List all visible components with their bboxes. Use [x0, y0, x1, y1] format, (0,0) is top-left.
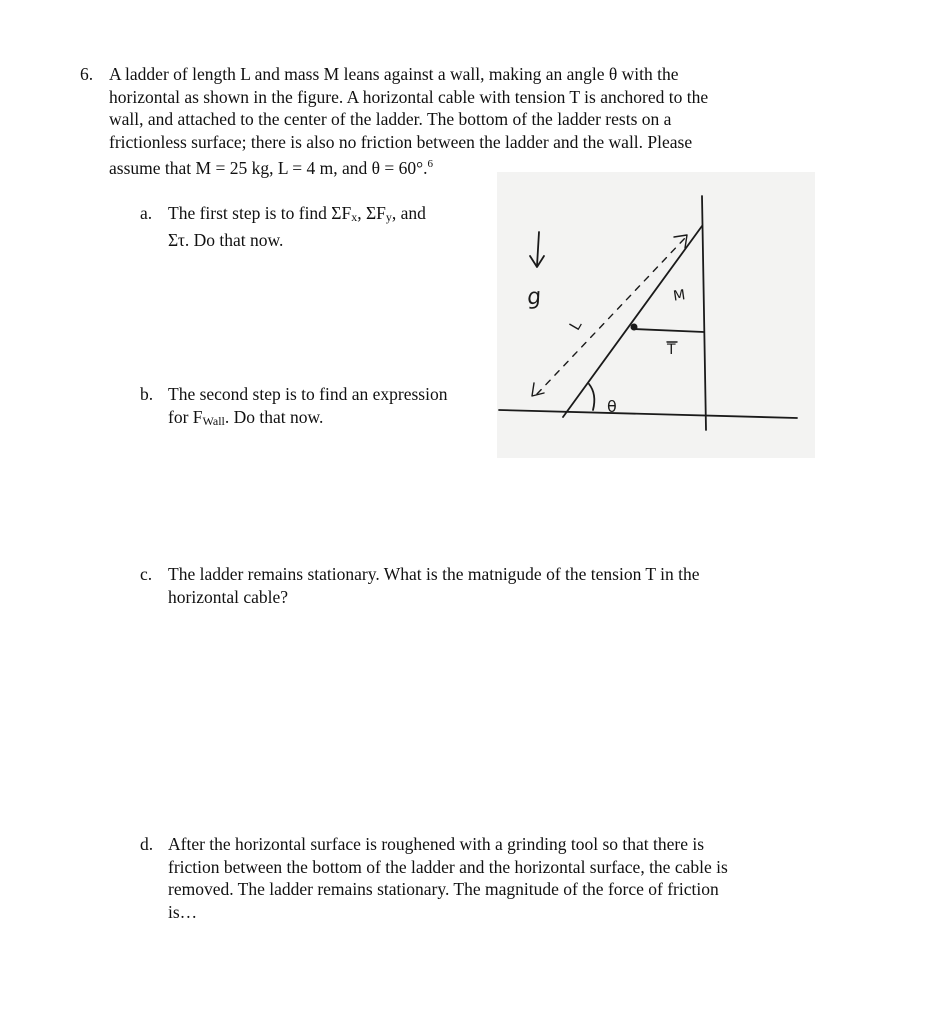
subscript-wall: Wall	[202, 413, 225, 428]
part-d-line: removed. The ladder remains stationary. The magnitude of the force of friction	[168, 879, 719, 899]
footnote-marker: 6	[427, 158, 433, 170]
part-b-line-2	[168, 406, 498, 433]
part-d-line: is…	[168, 901, 198, 922]
ladder-diagram	[497, 172, 815, 458]
part-d-label: d.	[140, 834, 154, 854]
length-label: L	[565, 317, 586, 334]
part-a-sum-fy: , ΣF	[357, 203, 386, 223]
part-b-for-f: for F	[168, 406, 203, 427]
part-a-sum-fx: The first step is to find ΣF	[168, 203, 352, 223]
problem-number: 6.	[80, 64, 94, 84]
problem-line: frictionless surface; there is also no friction between the ladder and the wall. Please	[109, 131, 693, 152]
problem-statement	[109, 63, 829, 180]
problem-given-values: assume that M = 25 kg, L = 4 m, and θ = 60°.	[109, 158, 428, 178]
part-c-line: The ladder remains stationary. What is the matnigude of the tension T in the	[168, 564, 700, 584]
tension-label: T	[667, 342, 676, 358]
part-c-label: c.	[140, 564, 153, 584]
ladder-figure	[497, 172, 815, 458]
part-d-text	[168, 833, 828, 923]
part-a-text	[168, 202, 498, 251]
part-d-line: After the horizontal surface is roughened with a grinding tool so that there is	[168, 834, 705, 854]
part-b-label: b.	[140, 384, 154, 404]
part-c-line: horizontal cable?	[168, 586, 289, 607]
angle-label: θ	[607, 397, 617, 416]
part-a-and: , and	[391, 203, 426, 223]
part-a-label: a.	[140, 203, 153, 223]
subscript-y: y	[385, 210, 392, 224]
part-d-line: friction between the bottom of the ladder and the horizontal surface, the cable is	[168, 856, 728, 877]
center-of-mass-dot	[631, 324, 638, 331]
problem-line: wall, and attached to the center of the ladder. The bottom of the ladder rests on a	[109, 109, 672, 129]
gravity-label: g	[525, 283, 543, 311]
part-c-text	[168, 563, 828, 608]
problem-line: horizontal as shown in the figure. A horizontal cable with tension T is anchored to the	[109, 86, 709, 107]
part-b-do-that: . Do that now.	[224, 406, 324, 427]
part-b-line-1: The second step is to find an expression	[168, 384, 448, 404]
mass-label: M	[672, 287, 687, 305]
part-a-line-2: Στ. Do that now.	[168, 229, 284, 250]
part-a-line-1	[168, 202, 498, 229]
problem-line: A ladder of length L and mass M leans against a wall, making an angle θ with the	[109, 64, 679, 84]
part-b-text	[168, 383, 498, 432]
subscript-x: x	[351, 210, 358, 224]
